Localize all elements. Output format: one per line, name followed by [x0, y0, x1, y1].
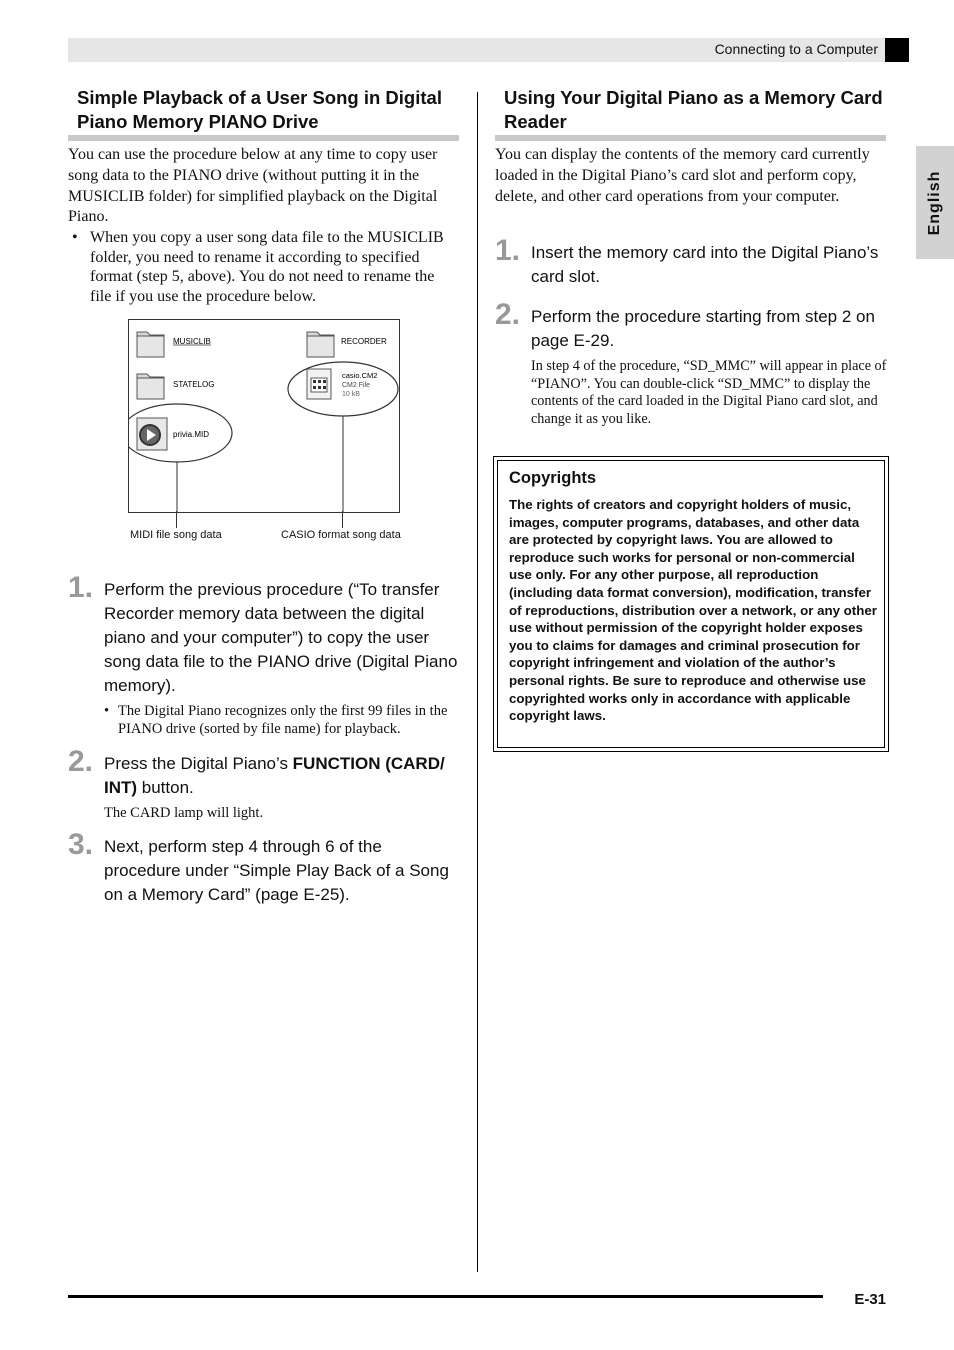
- function-button-name: FUNCTION (CARD/ INT): [104, 754, 445, 797]
- right-step-2-text: Perform the procedure starting from step 2 on page E-29.: [531, 307, 875, 350]
- right-step-2-note: In step 4 of the procedure, “SD_MMC” will appear in place of “PIANO”. You can double-click “SD_MMC” to display the contents of the card loaded in the Digital Piano card slot, and change it as you like.: [531, 358, 887, 428]
- footer-rule: [68, 1295, 823, 1298]
- musiclib-label: MUSICLIB: [173, 337, 211, 346]
- casio-caption: CASIO format song data: [281, 529, 401, 541]
- recorder-label: RECORDER: [341, 337, 387, 346]
- column-divider: [477, 92, 478, 1272]
- step-2-pre: Press the Digital Piano’s: [104, 754, 293, 773]
- midi-file-label: privia.MID: [173, 430, 210, 439]
- running-header: Connecting to a Computer: [714, 41, 878, 57]
- step-2-number: 2.: [68, 745, 94, 778]
- page-number: E-31: [854, 1291, 886, 1308]
- step-1-number: 1.: [68, 571, 94, 604]
- right-step-1-text: Insert the memory card into the Digital Piano’s card slot.: [531, 243, 879, 286]
- bullet-dot: •: [72, 229, 78, 246]
- left-bullet: [72, 228, 457, 306]
- step-1-text: Perform the previous procedure (“To transfer Recorder memory data between the digital piano and your computer”) to copy the user song data file to the PIANO drive (Digital Piano memory).: [104, 580, 458, 695]
- casio-file-type: CM2 File: [342, 382, 371, 389]
- casio-leader-line-ext: [342, 511, 343, 528]
- step-2-text: [104, 752, 462, 800]
- step-2-post: button.: [137, 778, 194, 797]
- midi-caption: MIDI file song data: [130, 529, 222, 541]
- copyrights-inner-frame: [497, 460, 885, 748]
- left-bullet-text: When you copy a user song data file to the MUSICLIB folder, you need to rename it according to specified format (step 5, above). You do not need to rename the file if you use the procedure below.: [90, 229, 444, 305]
- copyrights-title: Copyrights: [509, 469, 597, 487]
- language-tab-label: English: [926, 170, 943, 235]
- midi-leader-line-ext: [176, 511, 177, 528]
- copyrights-body: The rights of creators and copyright holders of music, images, computer programs, databases, and other data are protected by copyright laws. You are allowed to reproduce such works for personal or non-commercial use only. For any other purpose, all reproduction (including data format conversion), modification, transfer of reproductions, distribution over a network, or any other use without permission of the copyright holder exposes you to claims for damages and criminal prosecution for copyright infringement and violation of the author’s personal rights. Be sure to reproduce and otherwise use copyrighted works only in accordance with applicable copyright laws.: [509, 497, 877, 724]
- copyrights-box: [493, 456, 889, 752]
- casio-file-size: 10 kB: [342, 391, 360, 398]
- right-step-2-number: 2.: [495, 298, 521, 331]
- folder-icon: [307, 332, 334, 357]
- left-section-title: Simple Playback of a User Song in Digital Piano Memory PIANO Drive: [77, 87, 442, 132]
- language-tab: [916, 146, 954, 259]
- file-window-illustration: [129, 320, 399, 512]
- bullet-dot: •: [104, 703, 110, 719]
- step-1-bullet-text: The Digital Piano recognizes only the first 99 files in the PIANO drive (sorted by file name) for playback.: [118, 703, 448, 737]
- folder-icon: [137, 374, 164, 399]
- step-3-text: Next, perform step 4 through 6 of the procedure under “Simple Play Back of a Song on a Memory Card” (page E-25).: [104, 837, 449, 904]
- right-intro: You can display the contents of the memory card currently loaded in the Digital Piano’s card slot and perform copy, delete, and other card operations from your computer.: [495, 146, 870, 205]
- left-title-rule: [68, 135, 459, 141]
- step-3-number: 3.: [68, 828, 94, 861]
- step-2-note: The CARD lamp will light.: [104, 805, 264, 821]
- left-intro: You can use the procedure below at any time to copy user song data to the PIANO drive (without putting it in the MUSICLIB folder) for simplified playback on the Digital Piano.: [68, 146, 438, 226]
- step-1-bullet: [104, 702, 459, 738]
- file-window-figure: [128, 319, 400, 513]
- right-step-1-number: 1.: [495, 234, 521, 267]
- midi-file-icon: [137, 418, 167, 450]
- right-title-rule: [495, 135, 886, 141]
- statelog-label: STATELOG: [173, 380, 215, 389]
- right-section-title: Using Your Digital Piano as a Memory Card Reader: [504, 87, 883, 132]
- casio-file-name: casio.CM2: [342, 371, 378, 380]
- folder-icon: [137, 332, 164, 357]
- header-marker: [885, 38, 909, 62]
- cm2-file-icon: [307, 369, 331, 399]
